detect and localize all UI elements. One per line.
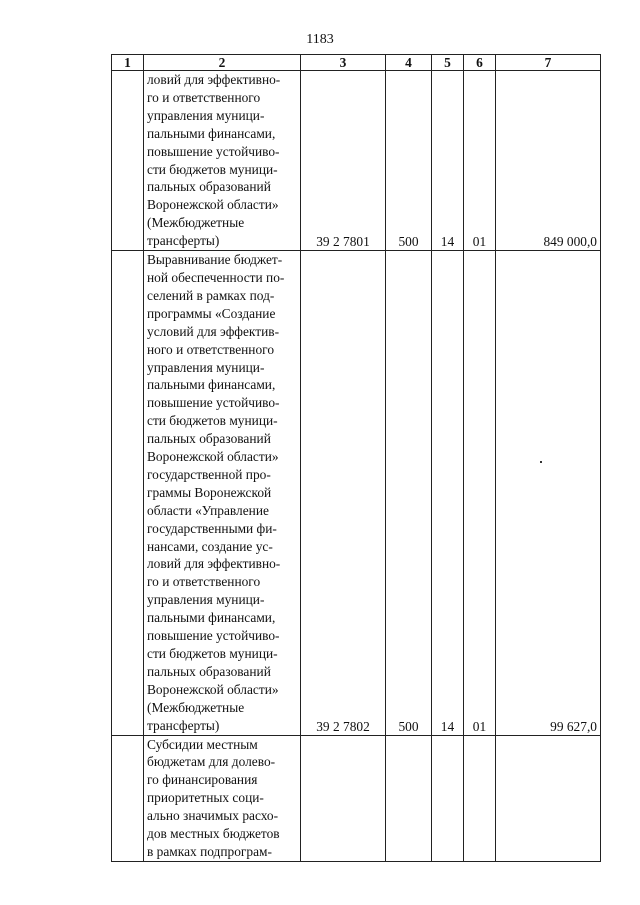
description-cell — [144, 71, 301, 251]
header-cell-6: 6 — [464, 55, 496, 71]
description-line: сти бюджетов муници- — [147, 646, 278, 661]
description-line: Субсидии местным — [147, 736, 258, 752]
description-line: го и ответственного — [147, 574, 261, 590]
description-line: пальных образований — [147, 431, 271, 447]
description-line: дов местных бюджетов — [147, 826, 280, 842]
header-cell-2: 2 — [144, 55, 301, 71]
description-line: пальными финансами, — [147, 125, 276, 141]
description-line: приоритетных соци- — [147, 790, 264, 806]
section-cell: 14 — [432, 71, 464, 251]
expense-type-cell — [386, 735, 432, 861]
description-line: управления муници- — [147, 592, 265, 608]
expense-type-cell: 500 — [386, 71, 432, 251]
description-line: (Межбюджетные — [147, 215, 245, 231]
description-line: бюджетам для долево- — [147, 754, 276, 770]
description-line: го финансирования — [147, 772, 258, 788]
description-line: пальных образований — [147, 179, 271, 195]
subsection-cell: 01 — [464, 71, 496, 251]
description-line: повышение устойчиво- — [147, 395, 280, 411]
description-line: государственной про- — [147, 466, 271, 482]
description-line: ально значимых расхо- — [147, 808, 279, 824]
table-row — [112, 251, 601, 735]
description-line: в рамках подпрограм- — [147, 843, 272, 859]
subsection-cell — [464, 735, 496, 861]
section-cell: 14 — [432, 251, 464, 735]
header-row — [112, 55, 601, 71]
description-line: программы «Создание — [147, 305, 276, 321]
amount-cell: 849 000,0 — [496, 71, 601, 251]
header-cell-7: 7 — [496, 55, 601, 71]
description-line: условий для эффектив- — [147, 323, 280, 339]
description-line: повышение устойчиво- — [147, 628, 280, 644]
header-cell-4: 4 — [386, 55, 432, 71]
description-line: Воронежской области» — [147, 449, 279, 465]
description-line: государственными фи- — [147, 520, 277, 536]
expense-type-cell: 500 — [386, 251, 432, 735]
header-cell-3: 3 — [301, 55, 386, 71]
target-code-cell — [301, 735, 386, 861]
table-row — [112, 735, 601, 861]
description-line: селений в рамках под- — [147, 287, 275, 303]
description-line: повышение устойчиво- — [147, 143, 280, 159]
description-cell — [144, 251, 301, 735]
target-code-cell: 39 2 7801 — [301, 71, 386, 251]
description-line: (Межбюджетные — [147, 699, 245, 715]
description-line: ной обеспеченности по- — [147, 269, 285, 285]
description-line: ловий для эффективно- — [147, 556, 281, 572]
row-number-cell — [112, 251, 144, 735]
description-line: сти бюджетов муници- — [147, 161, 278, 177]
description-line: области «Управление — [147, 502, 269, 518]
description-line: трансферты) — [147, 717, 220, 733]
header-cell-5: 5 — [432, 55, 464, 71]
description-line: Воронежской области» — [147, 197, 279, 213]
budget-table — [111, 54, 601, 862]
description-line: граммы Воронежской — [147, 484, 272, 500]
description-line: пальными финансами, — [147, 377, 276, 393]
description-line: трансферты) — [147, 233, 220, 249]
amount-cell — [496, 735, 601, 861]
description-cell — [144, 735, 301, 861]
scan-speck — [540, 461, 542, 463]
description-line: ловий для эффективно- — [147, 72, 281, 87]
description-line: сти бюджетов муници- — [147, 413, 278, 429]
subsection-cell: 01 — [464, 251, 496, 735]
table-row — [112, 71, 601, 251]
description-line: Выравнивание бюджет- — [147, 252, 283, 268]
target-code-cell: 39 2 7802 — [301, 251, 386, 735]
section-cell — [432, 735, 464, 861]
amount-cell: 99 627,0 — [496, 251, 601, 735]
description-line: нансами, создание ус- — [147, 538, 273, 554]
description-line: го и ответственного — [147, 89, 261, 105]
description-line: ного и ответственного — [147, 341, 275, 357]
description-line: управления муници- — [147, 359, 265, 375]
page-number: 1183 — [306, 32, 334, 47]
row-number-cell — [112, 735, 144, 861]
row-number-cell — [112, 71, 144, 251]
description-line: управления муници- — [147, 107, 265, 123]
description-line: пальных образований — [147, 663, 271, 679]
description-line: пальными финансами, — [147, 610, 276, 626]
header-cell-1: 1 — [112, 55, 144, 71]
description-line: Воронежской области» — [147, 681, 279, 697]
